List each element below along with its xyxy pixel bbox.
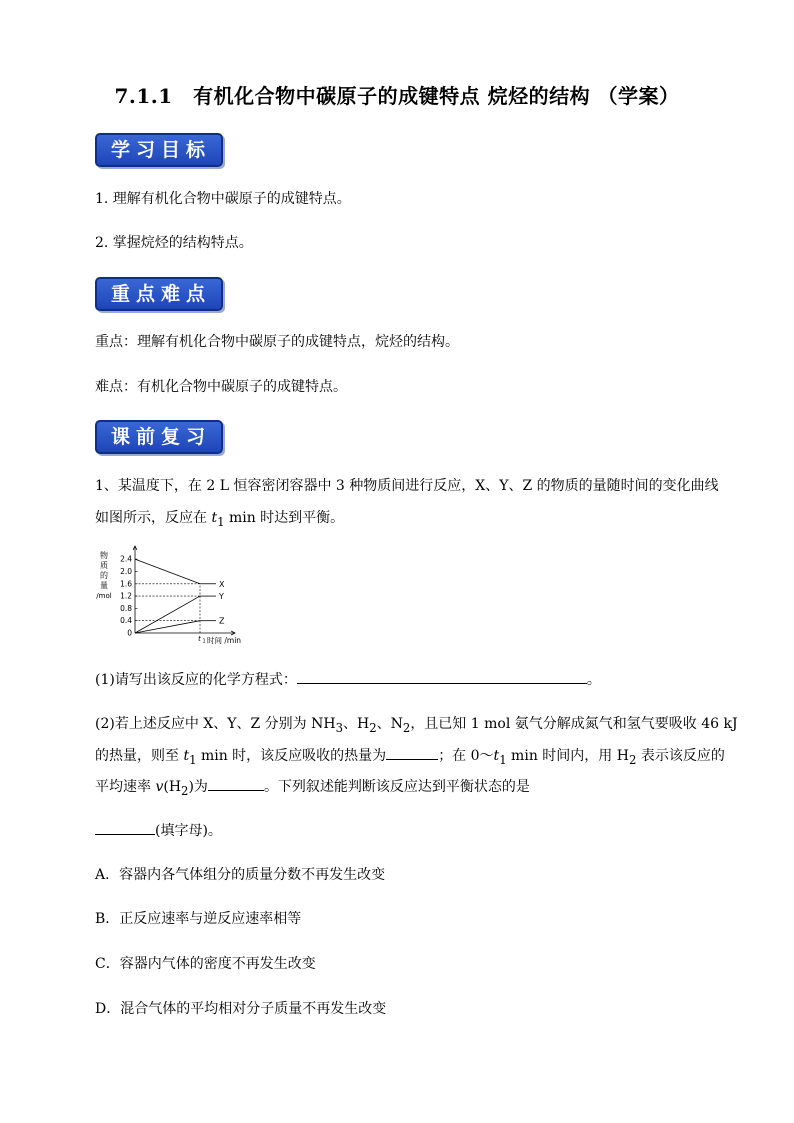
y-tick-label: 1.2 bbox=[120, 591, 132, 601]
y-tick-label: 1.6 bbox=[120, 579, 132, 589]
series-label-z: Z bbox=[219, 616, 225, 626]
question-1-sub2-line3: 平均速率 $v(H_2)$为 。下列叙述能判断该反应达到平衡状态的是 bbox=[95, 776, 530, 801]
question-1-sub2-line1: (2)若上述反应中 X、Y、Z 分别为 $NH_3$、$H_2$、$N_2$，且已知 1 mol 氨气分解成氮气和氢气要吸收 46 kJ bbox=[95, 716, 738, 735]
option-d: D．混合气体的平均相对分子质量不再发生改变 bbox=[95, 1001, 387, 1017]
goal-item: 2. 掌握烷烃的结构特点。 bbox=[95, 235, 253, 251]
difficult-point: 难点：有机化合物中碳原子的成键特点。 bbox=[95, 379, 347, 395]
answer-blank[interactable] bbox=[208, 776, 264, 791]
option-c: C．容器内气体的密度不再发生改变 bbox=[95, 956, 316, 972]
x-tick-label-t1: t bbox=[198, 635, 201, 643]
question-1-line1: 1、某温度下，在 2 L 恒容密闭容器中 3 种物质间进行反应，X、Y、Z 的物质的量随时间的变化曲线 bbox=[95, 478, 719, 494]
series-label-y: Y bbox=[219, 592, 224, 602]
key-point: 重点：理解有机化合物中碳原子的成键特点，烷烃的结构。 bbox=[95, 334, 459, 350]
x-tick-label-t1-sub: 1 bbox=[202, 638, 206, 645]
goal-item: 1. 理解有机化合物中碳原子的成键特点。 bbox=[95, 191, 351, 207]
series-line-z bbox=[135, 621, 200, 633]
section-banner-review: 课前复习 bbox=[95, 420, 223, 454]
section-banner-key: 重点难点 bbox=[95, 277, 223, 311]
option-a: A．容器内各气体组分的质量分数不再发生改变 bbox=[95, 867, 386, 883]
question-1-sub2-line4: (填字母)。 bbox=[95, 820, 222, 841]
page-title: 7.1.1 有机化合物中碳原子的成键特点 烷烃的结构 （学案） bbox=[114, 84, 680, 108]
y-tick-label: 2.0 bbox=[120, 566, 132, 576]
y-tick-label: 0.8 bbox=[120, 603, 132, 613]
series-line-y bbox=[135, 596, 200, 633]
series-line-x bbox=[135, 559, 200, 584]
y-axis-label-char: /mol bbox=[96, 592, 112, 600]
x-axis-label: 时间 /min bbox=[207, 636, 242, 645]
y-tick-label: 0.4 bbox=[120, 616, 132, 626]
question-1-line2: 如图所示，反应在 $t_1$ min 时达到平衡。 bbox=[95, 510, 345, 529]
section-banner-goals: 学习目标 bbox=[95, 133, 223, 167]
answer-blank[interactable] bbox=[95, 820, 155, 835]
y-tick-label: 2.4 bbox=[120, 554, 132, 564]
answer-blank[interactable] bbox=[386, 745, 438, 760]
answer-blank[interactable] bbox=[297, 669, 587, 684]
mole-time-graph bbox=[90, 545, 270, 653]
y-axis-label-char: 物 bbox=[100, 551, 108, 560]
y-tick-label: 0 bbox=[127, 628, 132, 638]
y-axis-label-char: 量 bbox=[100, 581, 108, 590]
series-label-x: X bbox=[219, 579, 225, 589]
y-axis-label-char: 质 bbox=[100, 561, 108, 570]
y-axis-label-char: 的 bbox=[100, 571, 108, 580]
question-1-sub2-line2: 的热量，则至 $t_1$ min 时，该反应吸收的热量为 ；在 $0\sim t_1$ min 时间内，用 $H_2$ 表示该反应的 bbox=[95, 745, 725, 770]
question-1-sub1: (1)请写出该反应的化学方程式： 。 bbox=[95, 669, 601, 690]
option-b: B．正反应速率与逆反应速率相等 bbox=[95, 911, 302, 927]
